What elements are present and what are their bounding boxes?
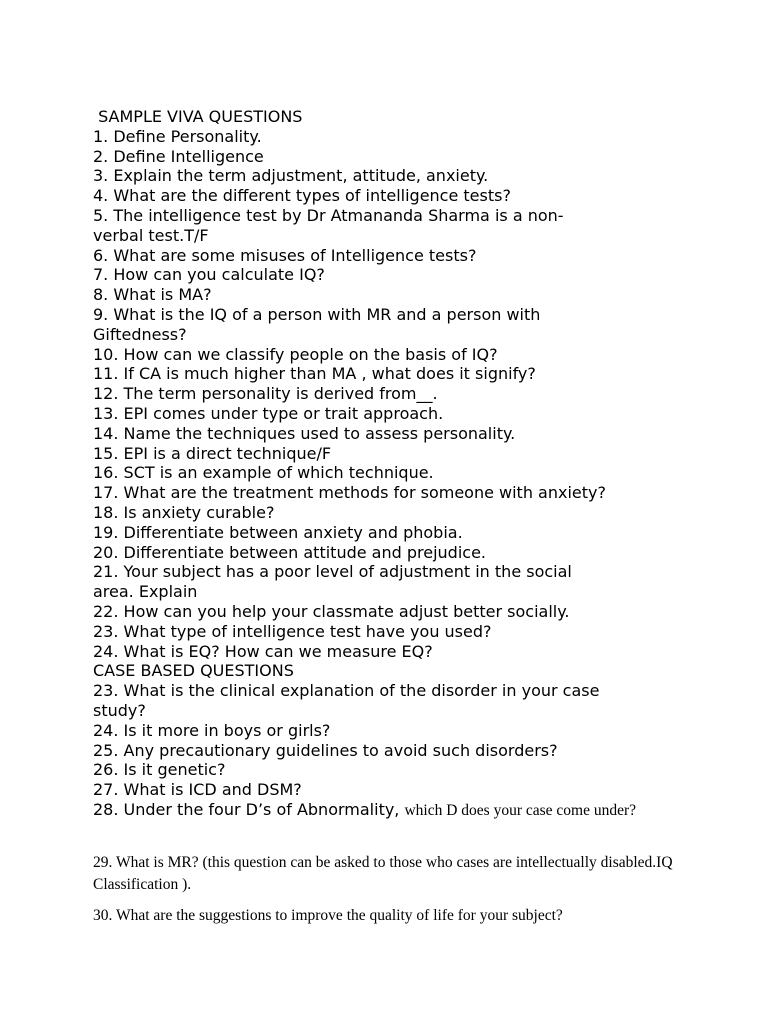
question-line: 6. What are some misuses of Intelligence tests? — [93, 245, 477, 265]
question-line: 24. What is EQ? How can we measure EQ? — [93, 641, 433, 661]
question-line: 9. What is the IQ of a person with MR and a person with — [93, 304, 541, 324]
question-line: 4. What are the different types of intelligence tests? — [93, 186, 511, 206]
question-line: 5. The intelligence test by Dr Atmananda Sharma is a non- — [93, 205, 564, 225]
question-30: 30. What are the suggestions to improve the quality of life for your subject? — [93, 907, 563, 924]
question-29: 29. What is MR? (this question can be asked to those who cases are intellectually disabled.IQ Classification ). — [93, 854, 673, 893]
question-line: 10. How can we classify people on the basis of IQ? — [93, 344, 498, 364]
question-line: 12. The term personality is derived from__. — [93, 384, 438, 404]
question-line: 18. Is anxiety curable? — [93, 502, 275, 522]
case-question-line: 23. What is the clinical explanation of the disorder in your case — [93, 681, 600, 701]
question-line: 1. Define Personality. — [93, 126, 262, 146]
question-line: area. Explain — [93, 582, 198, 602]
question-line: 20. Differentiate between attitude and prejudice. — [93, 542, 486, 562]
question-line: 8. What is MA? — [93, 285, 212, 305]
question-line: 22. How can you help your classmate adjust better socially. — [93, 601, 570, 621]
question-line: 19. Differentiate between anxiety and phobia. — [93, 522, 463, 542]
question-line: 21. Your subject has a poor level of adjustment in the social — [93, 562, 572, 582]
case-question-line: 24. Is it more in boys or girls? — [93, 720, 331, 740]
questions-block — [93, 107, 693, 821]
question-line: 13. EPI comes under type or trait approach. — [93, 403, 444, 423]
question-line: 11. If CA is much higher than MA , what does it signify? — [93, 364, 536, 384]
case-heading: CASE BASED QUESTIONS — [93, 661, 294, 681]
case-question-line: 26. Is it genetic? — [93, 760, 226, 780]
question-line: 17. What are the treatment methods for someone with anxiety? — [93, 483, 606, 503]
question-line: 23. What type of intelligence test have you used? — [93, 621, 492, 641]
case-question-line: 27. What is ICD and DSM? — [93, 780, 302, 800]
question-line: verbal test.T/F — [93, 225, 209, 245]
question-line: 16. SCT is an example of which technique. — [93, 463, 434, 483]
document-title: SAMPLE VIVA QUESTIONS — [93, 107, 303, 126]
question-line: Giftedness? — [93, 324, 187, 344]
case-question-line: 25. Any precautionary guidelines to avoid such disorders? — [93, 740, 558, 760]
case-question-line: study? — [93, 700, 146, 720]
question-line: 7. How can you calculate IQ? — [93, 265, 325, 285]
question-28 — [93, 800, 693, 821]
question-line: 15. EPI is a direct technique/F — [93, 443, 332, 463]
question-line: 14. Name the techniques used to assess personality. — [93, 423, 516, 443]
question-28-serif-part: which D does your case come under? — [404, 801, 637, 819]
question-28-sans-part: 28. Under the four D’s of Abnormality, — [93, 799, 400, 819]
question-line: 2. Define Intelligence — [93, 146, 264, 166]
question-line: 3. Explain the term adjustment, attitude, anxiety. — [93, 166, 489, 186]
